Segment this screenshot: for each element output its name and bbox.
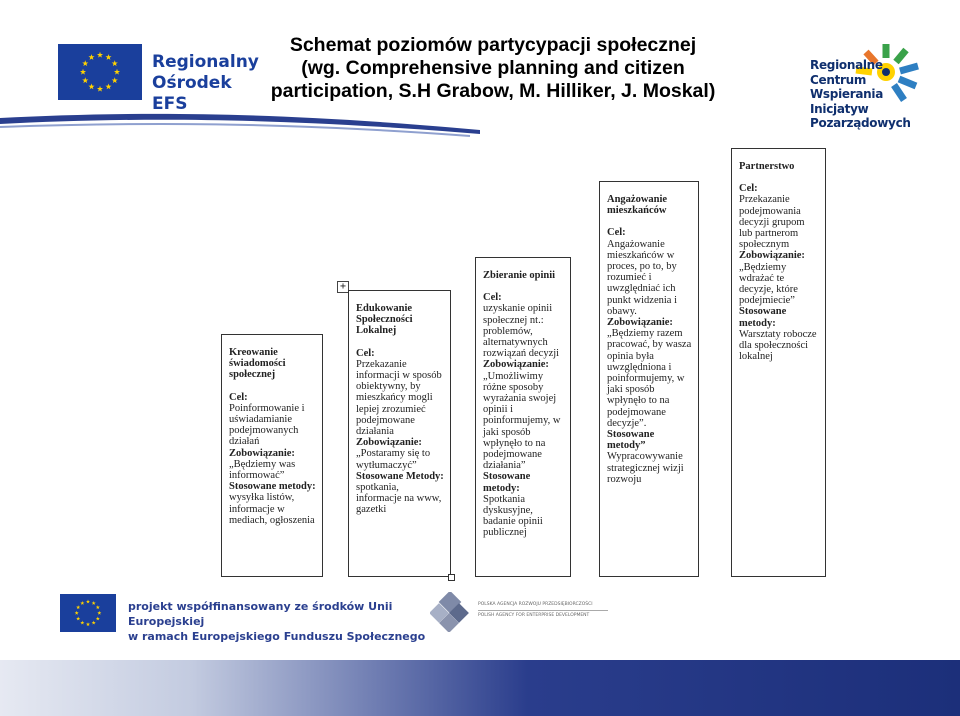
step-commitment-label: Zobowiązanie:	[483, 359, 549, 371]
eu-star-icon	[76, 617, 80, 621]
eu-star-icon	[82, 77, 88, 83]
eu-star-icon	[112, 60, 118, 66]
step-methods: Spotkania dyskusyjne, badanie opinii publicznej	[483, 493, 543, 539]
parp-line-1: POLSKA AGENCJA ROZWOJU PRZEDSIĘBIORCZOŚCI	[478, 602, 593, 607]
eu-star-icon	[112, 77, 118, 83]
step-box-partnership	[731, 148, 826, 577]
eu-star-icon	[80, 601, 84, 605]
step-goal-label: Cel:	[739, 183, 758, 195]
slide-title: Schemat poziomów partycypacji społecznej (wg. Comprehensive planning and citizen participation, S.H Grabow, M. Hilliker, J. Moskal)	[270, 34, 716, 102]
right-logo-line-1: Regionalne	[810, 58, 883, 72]
eu-star-icon	[86, 600, 90, 604]
footer-band	[0, 660, 960, 716]
step-goal: Przekazanie informacji w sposób obiektywny, by mieszkańcy mogli lepiej zrozumieć podejmowane działania	[356, 358, 442, 438]
eu-star-icon	[80, 621, 84, 625]
parp-divider	[478, 610, 608, 611]
header-swoosh-decoration	[0, 100, 480, 140]
step-commitment-label: Zobowiązanie:	[739, 250, 805, 262]
step-title: Kreowanie świadomości społecznej	[229, 347, 286, 381]
left-logo-line-2: Ośrodek EFS	[152, 73, 232, 114]
step-goal-label: Cel:	[229, 391, 248, 403]
cofinance-line-1: projekt współfinansowany ze środków Unii Europejskiej	[128, 600, 393, 628]
step-title: Edukowanie Społeczności Lokalnej	[356, 303, 413, 337]
eu-star-icon	[105, 84, 111, 90]
step-commitment: „Będziemy was informować”	[229, 458, 296, 482]
eu-star-icon	[92, 621, 96, 625]
eu-star-icon	[75, 611, 79, 615]
step-methods-label: Stosowane metody”	[607, 429, 655, 452]
step-methods: wysyłka listów, informacje w mediach, ogłoszenia	[229, 492, 315, 526]
eu-star-icon	[92, 601, 96, 605]
right-logo-line-2: Centrum	[810, 72, 867, 87]
step-goal: Poinformowanie i uświadamianie podejmowanych działań	[229, 402, 305, 448]
step-box-awareness	[221, 334, 323, 577]
step-methods: Wypracowywanie strategicznej wizji rozwoju	[607, 451, 684, 485]
resize-handle-icon[interactable]	[448, 574, 455, 581]
step-title: Angażowanie mieszkańców	[607, 194, 668, 217]
step-goal: Przekazanie podejmowania decyzji grupom lub partnerom społecznym	[739, 194, 805, 251]
step-goal-label: Cel:	[607, 227, 626, 239]
eu-flag-logo	[58, 44, 142, 100]
eu-star-icon	[97, 611, 101, 615]
eu-stars-icon	[68, 597, 108, 629]
step-goal: uzyskanie opinii społecznej nt.: problemów, alternatywnych rozwiązań decyzji	[483, 303, 560, 360]
parp-logo-icon	[430, 592, 470, 632]
step-methods-label: Stosowane metody:	[229, 481, 316, 493]
step-methods-label: Stosowane metody:	[739, 306, 787, 329]
eu-star-icon	[97, 52, 103, 58]
step-commitment: „Będziemy wdrażać te decyzje, które podejmiecie”	[739, 261, 798, 307]
eu-star-icon	[88, 84, 94, 90]
step-title: Partnerstwo	[739, 161, 795, 172]
step-commitment: „Postaramy się to wytłumaczyć”	[356, 448, 431, 471]
step-goal-label: Cel:	[356, 347, 375, 359]
parp-agency-name	[478, 602, 608, 619]
step-methods-label: Stosowane metody:	[483, 471, 531, 494]
step-commitment: „Umożliwimy różne sposoby wyrażania swojej opinii i poinformujemy, w jaki sposób wpłynęło to na podejmowane działania”	[483, 370, 561, 472]
parp-line-2: POLISH AGENCY FOR ENTERPRISE DEVELOPMENT	[478, 613, 590, 618]
step-methods: spotkania, informacje na www, gazetki	[356, 482, 442, 516]
eu-star-icon	[86, 622, 90, 626]
eu-star-icon	[96, 605, 100, 609]
step-commitment-label: Zobowiązanie:	[229, 447, 295, 459]
expand-plus-icon[interactable]: +	[337, 281, 349, 293]
step-box-opinions	[475, 257, 571, 577]
step-commitment-label: Zobowiązanie:	[356, 437, 422, 449]
step-goal: Angażowanie mieszkańców w proces, po to, by rozumieć i uwzględniać ich punkt widzenia i obawy.	[607, 238, 677, 317]
step-box-education	[348, 290, 451, 577]
eu-star-icon	[80, 69, 86, 75]
left-logo-line-1: Regionalny	[152, 52, 259, 72]
step-commitment-label: Zobowiązanie:	[607, 317, 673, 329]
step-commitment: „Będziemy razem pracować, by wasza opinia była uwzględniona i poinformujemy, w jaki sposób wpłynęło to na podejmowane decyzje”.	[607, 328, 692, 429]
step-goal-label: Cel:	[483, 292, 502, 304]
eu-star-icon	[96, 617, 100, 621]
eu-stars-icon	[70, 48, 130, 96]
step-title: Zbieranie opinii	[483, 270, 556, 281]
regional-center-logo-text	[810, 58, 950, 131]
eu-star-icon	[105, 54, 111, 60]
eu-star-icon	[114, 69, 120, 75]
right-logo-line-3: Wspierania	[810, 87, 883, 101]
step-methods-label: Stosowane Metody:	[356, 470, 444, 482]
cofinance-line-2: w ramach Europejskiego Funduszu Społecznego	[128, 630, 426, 643]
footer-eu-flag-logo	[60, 594, 116, 632]
right-logo-line-4: Inicjatyw Pozarządowych	[810, 101, 911, 130]
eu-star-icon	[82, 60, 88, 66]
eu-star-icon	[76, 605, 80, 609]
cofinance-note	[128, 599, 428, 644]
eu-star-icon	[88, 54, 94, 60]
step-box-engagement	[599, 181, 699, 577]
eu-star-icon	[97, 86, 103, 92]
step-methods: Warsztaty robocze dla społeczności lokalnej	[739, 328, 817, 363]
